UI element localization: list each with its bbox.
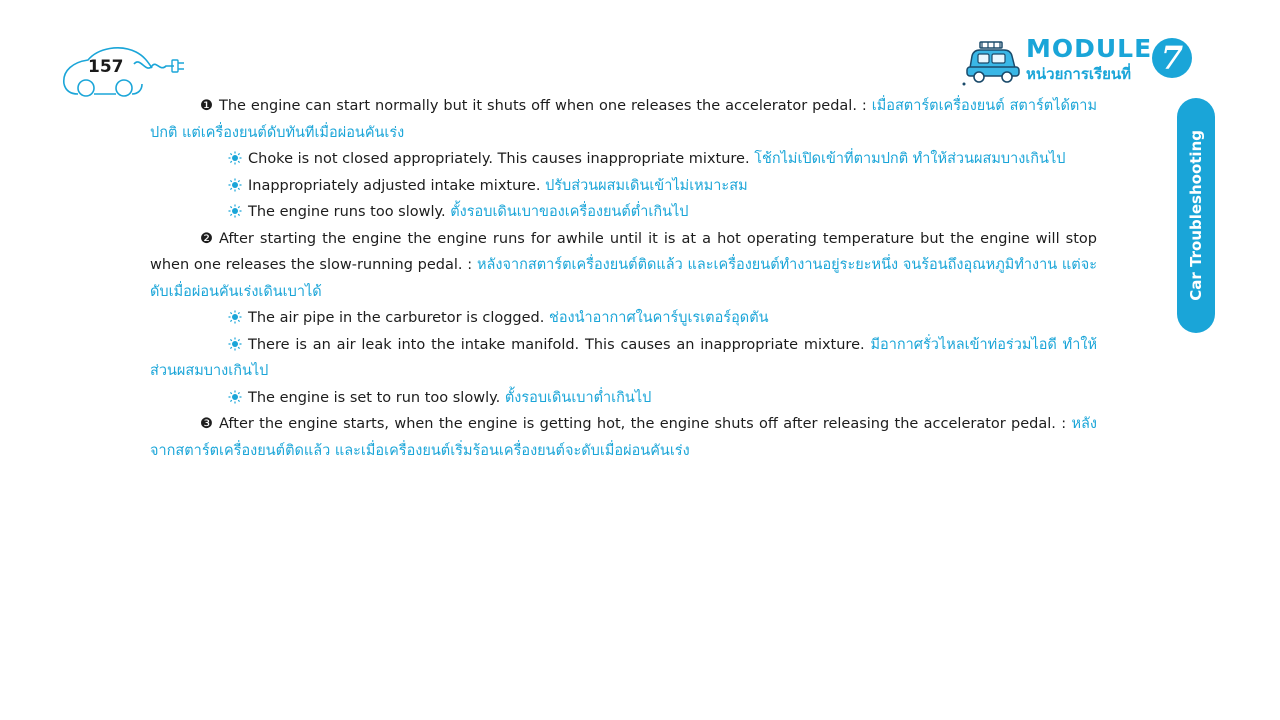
- bullet-sun-icon: [228, 337, 242, 351]
- module-number: 7: [1152, 38, 1192, 78]
- section-3-english: After the engine starts, when the engine is getting hot, the engine shuts off after releasing the accelerator pedal. :: [219, 416, 1067, 432]
- bullet-english: The engine runs too slowly.: [248, 204, 446, 220]
- list-item: [228, 173, 1097, 200]
- list-item: [228, 146, 1097, 173]
- bullet-sun-icon: [228, 151, 242, 165]
- section-3-thai: หลังจากสตาร์ตเครื่องยนต์ติดแล้ว และเมื่อเครื่องยนต์เริ่มร้อนเครื่องยนต์จะดับเมื่อผ่อนคันเร่ง: [150, 416, 1098, 459]
- chapter-tab-label: Car Troubleshooting: [1187, 130, 1205, 301]
- section-1-heading: [150, 93, 1097, 146]
- bullet-thai: มีอากาศรั่วไหลเข้าท่อร่วมไอดี ทำให้ส่วนผสมบางเกินไป: [150, 336, 1098, 379]
- bullet-sun-icon: [228, 178, 242, 192]
- section-1-thai: เมื่อสตาร์ตเครื่องยนต์ สตาร์ตได้ตามปกติ แต่เครื่องยนต์ดับทันทีเมื่อผ่อนคันเร่ง: [150, 98, 1098, 141]
- bullet-english: There is an air leak into the intake manifold. This causes an inappropriate mixture.: [248, 336, 865, 353]
- section-1-marker: ❶: [200, 98, 213, 114]
- chapter-tab-label-wrapper: [1177, 98, 1215, 333]
- module-subtitle: หน่วยการเรียนที่: [1026, 65, 1132, 83]
- section-2-thai: หลังจากสตาร์ตเครื่องยนต์ติดแล้ว และเครื่องยนต์ทำงานอยู่ระยะหนึ่ง จนร้อนถึงอุณหภูมิทำงาน แต่จะดับเมื่อผ่อนคันเร่งเดินเบาได้: [150, 257, 1097, 300]
- section-1-english: The engine can start normally but it shuts off when one releases the accelerator pedal. :: [219, 98, 867, 114]
- section-3-marker: ❸: [200, 416, 213, 432]
- bullet-thai: โช้กไม่เปิดเข้าที่ตามปกติ ทำให้ส่วนผสมบางเกินไป: [754, 151, 1066, 167]
- section-2-marker: ❷: [200, 230, 213, 247]
- module-car-icon: [962, 38, 1024, 86]
- bullet-thai: ปรับส่วนผสมเดินเข้าไม่เหมาะสม: [545, 177, 748, 194]
- bullet-sun-icon: [228, 390, 242, 404]
- section-2-english: After starting the engine the engine runs for awhile until it is at a hot operating temperature but the engine will stop when one releases the slow-running pedal. :: [150, 230, 1097, 273]
- list-item: [150, 332, 1097, 385]
- section-2-heading: [150, 226, 1097, 306]
- list-item: [228, 305, 1097, 332]
- bullet-english: The engine is set to run too slowly.: [248, 389, 501, 406]
- main-content: [150, 93, 1097, 464]
- bullet-english: The air pipe in the carburetor is clogged.: [248, 310, 545, 326]
- bullet-english: Inappropriately adjusted intake mixture.: [248, 177, 541, 194]
- bullet-sun-icon: [228, 204, 242, 218]
- page-number: 157: [88, 57, 124, 77]
- bullet-thai: ช่องนำอากาศในคาร์บูเรเตอร์อุดตัน: [548, 310, 769, 326]
- bullet-english: Choke is not closed appropriately. This causes inappropriate mixture.: [248, 151, 750, 167]
- module-title: MODULE: [1026, 34, 1153, 63]
- list-item: [228, 199, 1097, 226]
- bullet-thai: ตั้งรอบเดินเบาของเครื่องยนต์ต่ำเกินไป: [450, 204, 689, 220]
- module-badge: [962, 34, 1200, 100]
- bullet-sun-icon: [228, 310, 242, 324]
- bullet-thai: ตั้งรอบเดินเบาต่ำเกินไป: [504, 389, 652, 406]
- list-item: [228, 385, 1097, 412]
- section-3-heading: [150, 411, 1097, 464]
